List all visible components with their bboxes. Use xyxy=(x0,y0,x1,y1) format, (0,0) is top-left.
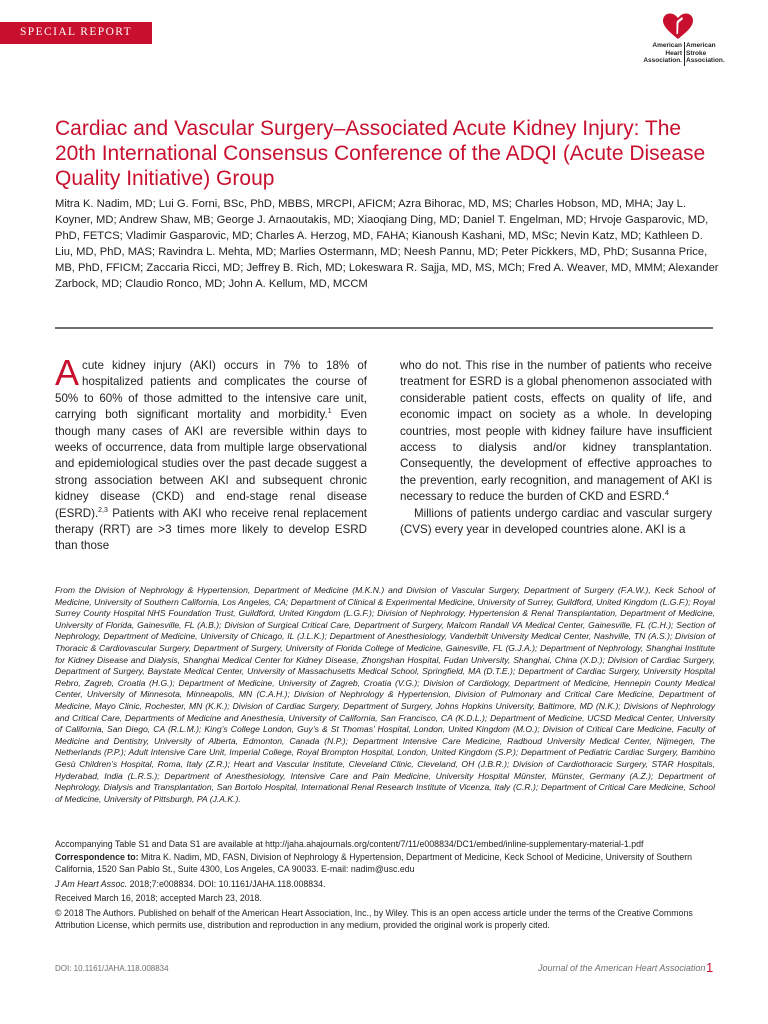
footer-journal: Journal of the American Heart Association xyxy=(538,963,706,973)
drop-cap: A xyxy=(55,352,80,393)
citation-journal: J Am Heart Assoc. xyxy=(55,879,128,889)
affiliations: From the Division of Nephrology & Hypertension, Department of Medicine (M.K.N.) and Division of Vascular Surgery, Department of Surgery (F.A.W.), Keck School of Medicine, University of Southern California, Los Angeles, CA; Department of Clinical & Experimental Medicine, University of Surrey, Guildford, United Kingdom (L.G.F.); Royal Surrey County Hospital NHS Foundation Trust, Guildford, United Kingdom (L.G.F.); Division of Nephrology, Hypertension & Renal Transplantation, Department of Medicine, University of Florida, Gainesville, FL (A.B.); Division of Surgical Critical Care, Department of Surgery, Malcom Randall VA Medical Center, Gainesville, FL (C.H.); Section of Nephrology, Department of Medicine, University of Chicago, IL (J.L.K.); Department of Anesthesiology, Vanderbilt University Medical Center, Nashville, TN (A.S.); Division of Thoracic & Cardiovascular Surgery, Department of Surgery, University of Florida College of Medicine, Gainesville, FL (G.J.A.); Department of Nephrology, Shanghai Institute for Kidney Disease and Dialysis, Shanghai Medical Center for Kidney Disease, Zhongshan Hospital, Fudan University, Shanghai, China (X.D.); Division of Cardiac Surgery, Department of Surgery, Baystate Medical Center, University of Massachusetts Medical School, Springfield, MA (D.T.E.); Department of Cardiac Surgery, University Hospital Rebro, Zagreb, Croatia (H.G.); Department of Medicine, University of Zagreb, Croatia (V.G.); Division of Cardiology, Department of Medicine, Hennepin County Medical Center, University of Minnesota, Minneapolis, MN (C.A.H.); Division of Nephrology & Hypertension, Division of Pulmonary and Critical Care Medicine, Department of Medicine, Mayo Clinic, Rochester, MN (K.K.); Division of Cardiac Surgery, Department of Surgery, Johns Hopkins University, Baltimore, MD (N.K.); Divisions of Nephrology and Critical Care, Departments of Medicine and Anesthesia, University of California, San Francisco, CA (K.D.L.); Department of Medicine, UCSD Medical Center, University of California, San Diego, CA (R.L.M.); King’s College London, Guy’s & St Thomas’ Hospital, London, United Kingdom (M.O.); Division of Critical Care Medicine, Faculty of Medicine and Dentistry, University of Alberta, Edmonton, Canada (N.P.); Department Intensive Care Medicine, Radboud University Medical Center, Nijmegen, The Netherlands (P.P.); Adult Intensive Care Unit, Imperial College, Royal Brompton Hospital, London, United Kingdom (S.P.); Department of Pediatric Cardiac Surgery, Bambino Gesù Children’s Hospital, Roma, Italy (Z.R.); Heart and Vascular Institute, Cleveland Clinic, Cleveland, OH (J.B.R.); Division of Cardiothoracic Surgery, STAR Hospitals, Hyderabad, India (L.R.S.); Department of Anesthesiology, Intensive Care and Pain Medicine, University Hospital Münster, Münster, Germany (A.Z.); Department of Nephrology, Dialysis and Transplantation, San Bortolo Hospital, International Renal Research Institute of Vicenza, Italy (C.R.); Department of Critical Care Medicine, School of Medicine, University of Pittsburgh, PA (J.A.K.). xyxy=(55,585,715,804)
reference-2-3[interactable]: 2,3 xyxy=(98,506,108,514)
body-column-left xyxy=(55,352,367,555)
article-title: Cardiac and Vascular Surgery–Associated Acute Kidney Injury: The 20th International Consensus Conference of the ADQI (Acute Disease Quality Initiative) Group xyxy=(55,117,706,190)
footer-doi: DOI: 10.1161/JAHA.118.008834 xyxy=(55,964,169,973)
intro-text-2: Even though many cases of AKI are reversible within days to weeks of occurrence, data from multiple large observational and epidemiological studies over the past decade suggest a strong association between AKI and subsequent chronic kidney disease (CKD) and end-stage renal disease (ESRD). xyxy=(55,408,367,520)
aha-name: American Heart Association. xyxy=(643,42,682,64)
supplement-note[interactable]: Accompanying Table S1 and Data S1 are available at http://jaha.ahajournals.org/content/7/11/e008834/DC1/embed/inline-supplementary-material-1.pdf xyxy=(55,839,644,849)
logo-divider xyxy=(684,42,685,66)
author-list: Mitra K. Nadim, MD; Lui G. Forni, BSc, PhD, MBBS, MRCPI, AFICM; Azra Bihorac, MD, MS; Charles Hobson, MD, MHA; Jay L. Koyner, MD; Andrew Shaw, MB; George J. Arnaoutakis, MD; Xiaoqiang Ding, MD; Daniel T. Engelman, MD; Hrvoje Gasparovic, MD, PhD, FETCS; Vladimir Gasparovic, MD; Charles A. Herzog, MD, FAHA; Kianoush Kashani, MD, MSc; Nevin Katz, MD; Kathleen D. Liu, MD, PhD, MAS; Ravindra L. Mehta, MD; Marlies Ostermann, MD; Neesh Pannu, MD; Peter Pickkers, MD, PhD; Susanna Price, MB, PhD, FFICM; Zaccaria Ricci, MD; Jeffrey B. Rich, MD; Lokeswara R. Sajja, MD, MS, MCh; Fred A. Weaver, MD, MMM; Alexander Zarbock, MD; Claudio Ronco, MD; John A. Kellum, MD, MCCM xyxy=(55,198,719,290)
license-statement: © 2018 The Authors. Published on behalf of the American Heart Association, Inc., by Wiley. This is an open access article under the terms of the Creative Commons Attribution License, which permits use, distribution and reproduction in any medium, provided the original work is properly cited. xyxy=(55,908,693,930)
citation xyxy=(55,879,715,891)
asa-name: American Stroke Association. xyxy=(686,42,725,64)
section-divider xyxy=(55,327,713,329)
correspondence-text: Mitra K. Nadim, MD, FASN, Division of Nephrology & Hypertension, Department of Medicine, Keck School of Medicine, University of Southern California, 1520 San Pablo St., Suite 4300, Los Angeles, CA 90033. E-mail: nadim@usc.edu xyxy=(55,852,693,874)
banner-label: SPECIAL REPORT xyxy=(20,26,133,38)
intro-text-3: Patients with AKI who receive renal replacement therapy (RRT) are >3 times more likely to develop ESRD than those xyxy=(55,506,367,553)
body-column-right xyxy=(400,358,712,538)
cvs-paragraph: Millions of patients undergo cardiac and vascular surgery (CVS) every year in developed countries alone. AKI is a xyxy=(400,506,712,537)
citation-details: 2018;7:e008834. DOI: 10.1161/JAHA.118.008834. xyxy=(127,879,326,889)
correspondence xyxy=(55,852,715,875)
correspondence-label: Correspondence to: xyxy=(55,852,139,862)
intro-text: cute kidney injury (AKI) occurs in 7% to 18% of hospitalized patients and complicates the course of 50% to 60% of those admitted to the intensive care unit, carrying both significant mortality and morbidity. xyxy=(55,359,367,422)
special-report-banner xyxy=(0,22,152,44)
reference-4[interactable]: 4 xyxy=(664,490,669,498)
received-dates: Received March 16, 2018; accepted March 23, 2018. xyxy=(55,893,262,903)
intro-continued: who do not. This rise in the number of patients who receive treatment for ESRD is a global phenomenon associated with considerable patient costs, effects on quality of life, and economic impact on society as a whole. In developing countries, most people with kidney failure have insufficient access to dialysis and/or kidney transplantation. Consequently, the development of effective approaches to the prevention, early recognition, and management of AKI is necessary to reduce the burden of CKD and ESRD. xyxy=(400,359,712,504)
reference-1[interactable]: 1 xyxy=(327,408,332,416)
aha-asa-logo xyxy=(622,12,750,68)
heart-torch-icon xyxy=(662,12,694,40)
page-number: 1 xyxy=(706,960,714,975)
